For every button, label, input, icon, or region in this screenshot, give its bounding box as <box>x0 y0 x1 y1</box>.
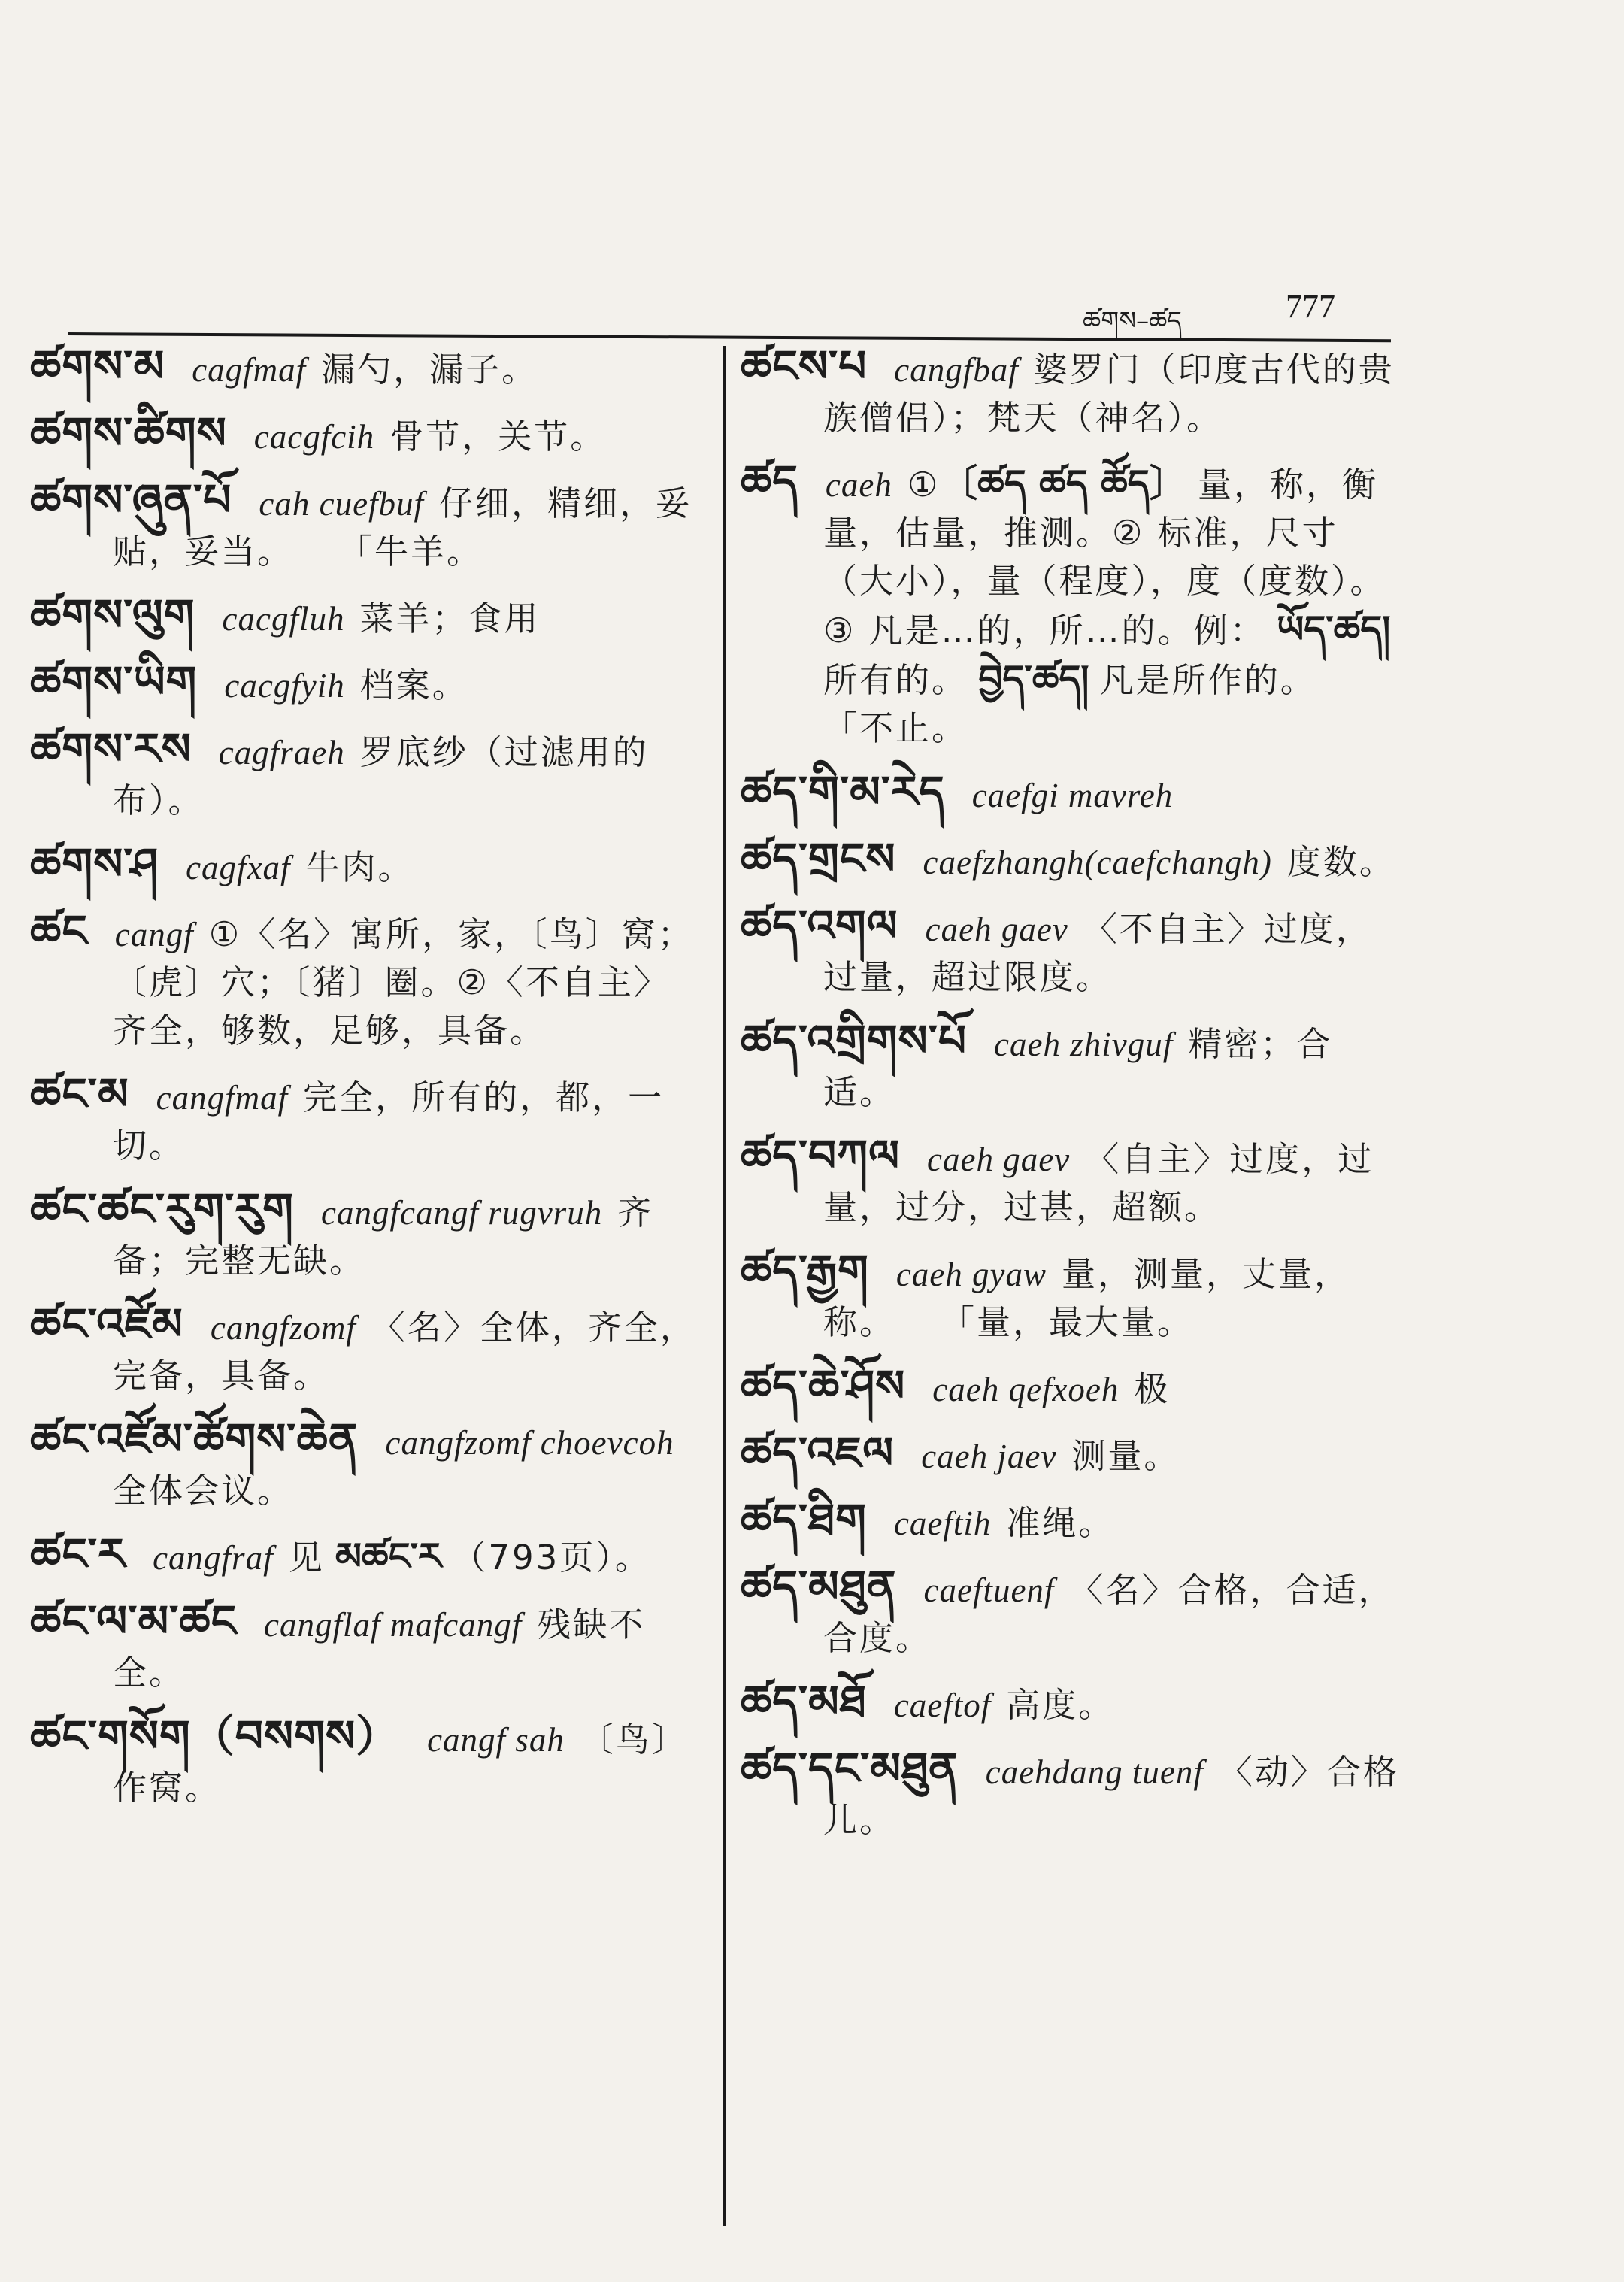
dictionary-entry <box>741 1677 1402 1729</box>
definition: 〈名〉合格，合适，合度。 <box>823 1570 1395 1658</box>
dictionary-entry <box>741 1017 1402 1117</box>
romanization: caeh gaev <box>927 1141 1071 1178</box>
dictionary-entry <box>30 1530 699 1582</box>
romanization: caeftuenf <box>923 1571 1055 1609</box>
tibetan-headword: ཚགས་ཡིག <box>30 656 198 708</box>
definition: 〈名〉全体，齐全，完备，具备。 <box>113 1308 696 1396</box>
dictionary-entry <box>741 1247 1402 1347</box>
tibetan-headword: ཚང་ར <box>30 1529 126 1580</box>
tibetan-headword: ཚགས་ཞུན་པོ <box>30 474 232 526</box>
left-column <box>30 342 699 1827</box>
dictionary-entry <box>30 342 699 394</box>
definition: 牛肉。 <box>305 847 414 887</box>
dictionary-entry <box>741 768 1402 820</box>
romanization: cangf sah <box>427 1721 565 1759</box>
example-term: བྱེད་ཚད། <box>978 657 1089 701</box>
tibetan-headword: ཚད་འགལ <box>741 900 898 951</box>
tibetan-headword: ཚགས་མ <box>30 341 165 392</box>
example-gloss: 凡是所作的。 <box>1099 660 1316 700</box>
tibetan-headword: ཚངས་པ <box>741 341 868 392</box>
definition: 仔细，精细，妥贴，妥当。 <box>113 483 692 571</box>
definition-continued: （793页）。 <box>452 1538 651 1577</box>
tibetan-headword: ཚང <box>30 905 88 956</box>
romanization: cacgfyih <box>224 667 345 705</box>
definition: 档案。 <box>359 665 468 705</box>
cross-reference-term: མཚང་ར <box>335 1535 442 1578</box>
romanization: cagfmaf <box>192 351 307 389</box>
definition: 〈自主〉过度，过量，过分，过甚，超额。 <box>823 1139 1374 1227</box>
dictionary-entry <box>30 840 699 892</box>
romanization: cangfzomf choevcoh <box>385 1424 674 1462</box>
dictionary-entry <box>30 591 699 643</box>
tibetan-headword: ཚང་འཛོམ་ཚོགས་ཆེན <box>30 1414 359 1465</box>
definition: 量，测量，丈量，称。 <box>823 1254 1351 1342</box>
definition: 〈动〉合格儿。 <box>823 1752 1399 1840</box>
dictionary-entry <box>30 409 699 461</box>
definition: 罗底纱（过滤用的布）。 <box>113 732 649 820</box>
dictionary-entry <box>30 1597 699 1697</box>
carryover-text: 「量，最大量。 <box>941 1302 1194 1342</box>
dictionary-entry <box>30 658 699 710</box>
romanization: cangfcangf rugvruh <box>321 1194 603 1232</box>
romanization: caeftof <box>893 1686 992 1724</box>
romanization: caeh jaev <box>921 1438 1057 1475</box>
dictionary-entry <box>30 1712 699 1812</box>
page-number: 777 <box>1286 288 1335 325</box>
definition: 极 <box>1134 1369 1171 1409</box>
tibetan-headword: ཚང་ཚང་རུག་རུག <box>30 1183 294 1235</box>
dictionary-entry <box>30 1185 699 1285</box>
tibetan-headword: ཚད་ཆེ་ཤོས <box>741 1360 906 1411</box>
definition: 齐备；完整无缺。 <box>113 1193 654 1280</box>
dictionary-entry <box>741 1562 1402 1662</box>
carryover-text: 「不止。 <box>823 708 968 748</box>
dictionary-entry <box>741 457 1402 753</box>
tibetan-headword: ཚད་འཇལ <box>741 1427 895 1478</box>
carryover-text: 「牛羊。 <box>338 532 483 571</box>
tibetan-headword: ཚང་གསོག（བསགས） <box>30 1711 401 1762</box>
romanization: cangf <box>114 916 194 953</box>
romanization: caefzhangh(caefchangh) <box>923 844 1272 881</box>
definition: 残缺不全。 <box>113 1605 646 1693</box>
definition: 漏勺，漏子。 <box>321 350 538 389</box>
romanization: caehdang tuenf <box>985 1753 1204 1791</box>
dictionary-entry <box>30 907 699 1055</box>
tibetan-headword: ཚང་འཛོམ <box>30 1299 183 1350</box>
romanization: caeh qefxoeh <box>932 1371 1120 1408</box>
romanization: cagfxaf <box>186 849 291 886</box>
tibetan-headword: ཚད་དང་མཐུན <box>741 1743 959 1794</box>
definition: ① <box>907 465 941 505</box>
romanization: cangfbaf <box>894 351 1019 389</box>
tibetan-headword: ཚད་འགྲིགས་པོ <box>741 1015 968 1066</box>
dictionary-entry <box>30 1300 699 1400</box>
definition: 菜羊；食用 <box>359 599 541 638</box>
definition: 准绳。 <box>1006 1503 1115 1543</box>
definition-continued: 量，称，衡量，估量，推测。② 标准，尺寸（大小），量（程度），度（度数）。③ 凡是…的，所…的。例： <box>823 465 1386 650</box>
tibetan-headword: ཚད་རྒྱག <box>741 1245 869 1296</box>
dictionary-entry <box>30 725 699 825</box>
romanization: cangflaf mafcangf <box>264 1606 523 1644</box>
romanization: cacgfluh <box>222 600 345 638</box>
tibetan-headword: ཚགས་ཚིགས <box>30 408 227 459</box>
definition: 骨节，关节。 <box>389 417 607 456</box>
definition: 〈不自主〉过度，过量，超过限度。 <box>823 909 1372 997</box>
tibetan-headword: ཚད་གི་མ་རེད <box>741 766 945 817</box>
tibetan-headword: ཚད་ཐིག <box>741 1494 867 1545</box>
definition: 完全，所有的，都，一切。 <box>113 1077 665 1165</box>
romanization: caeh zhivguf <box>994 1026 1174 1063</box>
dictionary-entry <box>741 1362 1402 1414</box>
definition: 〔鸟〕作窝。 <box>113 1720 688 1808</box>
running-header: ཚགས–ཚད <box>1083 306 1182 336</box>
definition: 婆罗门（印度古代的贵族僧侣）；梵天（神名）。 <box>823 350 1395 438</box>
definition: 高度。 <box>1006 1685 1115 1725</box>
romanization: cacgfcih <box>253 418 375 456</box>
definition: 测量。 <box>1071 1436 1180 1476</box>
romanization: cangfmaf <box>156 1079 289 1117</box>
header-rule <box>68 332 1391 342</box>
tibetan-headword: ཚད་མཐོ <box>741 1676 867 1727</box>
romanization: caeftih <box>893 1505 992 1542</box>
dictionary-entry <box>741 1132 1402 1232</box>
verb-forms: 〔ཚད ཚད ཚོད〕 <box>940 462 1187 505</box>
column-divider <box>723 346 726 2226</box>
definition: 全体会议。 <box>113 1471 294 1511</box>
definition: 见 <box>288 1538 325 1577</box>
definition: 度数。 <box>1286 842 1395 882</box>
romanization: caeh gyaw <box>895 1256 1047 1293</box>
definition: ①〈名〉寓所，家，〔鸟〕窝；〔虎〕穴；〔猪〕圈。②〈不自主〉齐全，够数，足够，具备。 <box>113 914 694 1050</box>
dictionary-entry <box>30 1415 699 1515</box>
tibetan-headword: ཚད་གྲངས <box>741 833 896 884</box>
tibetan-headword: ཚད <box>741 456 798 507</box>
dictionary-entry <box>741 342 1402 442</box>
definition: 精密；合适。 <box>823 1024 1333 1112</box>
tibetan-headword: ཚད་མཐུན <box>741 1561 897 1612</box>
dictionary-entry <box>741 1496 1402 1547</box>
tibetan-headword: ཚང་ལ་མ་ཚང <box>30 1596 237 1647</box>
dictionary-entry <box>30 1070 699 1170</box>
romanization: cagfraeh <box>218 734 345 771</box>
dictionary-entry <box>741 902 1402 1002</box>
example-gloss: 所有的。 <box>823 660 968 700</box>
romanization: cangfzomf <box>210 1309 356 1347</box>
tibetan-headword: ཚང་མ <box>30 1068 129 1120</box>
tibetan-headword: ཚགས་རས <box>30 723 192 774</box>
romanization: caefgi mavreh <box>971 777 1174 814</box>
romanization: cangfraf <box>153 1539 274 1577</box>
dictionary-entry <box>741 1744 1402 1844</box>
tibetan-headword: ཚགས་ཤ <box>30 838 159 889</box>
romanization: caeh gaev <box>925 911 1068 948</box>
tibetan-headword: ཚད་བཀལ <box>741 1130 901 1181</box>
romanization: caeh <box>825 466 892 504</box>
example-term: ཡོད་ཚད། <box>1276 608 1391 651</box>
tibetan-headword: ཚགས་ལུག <box>30 589 195 641</box>
dictionary-entry <box>741 835 1402 886</box>
dictionary-entry <box>30 476 699 576</box>
romanization: cah cuefbuf <box>259 485 425 523</box>
dictionary-entry <box>741 1429 1402 1480</box>
right-column <box>741 342 1402 1859</box>
